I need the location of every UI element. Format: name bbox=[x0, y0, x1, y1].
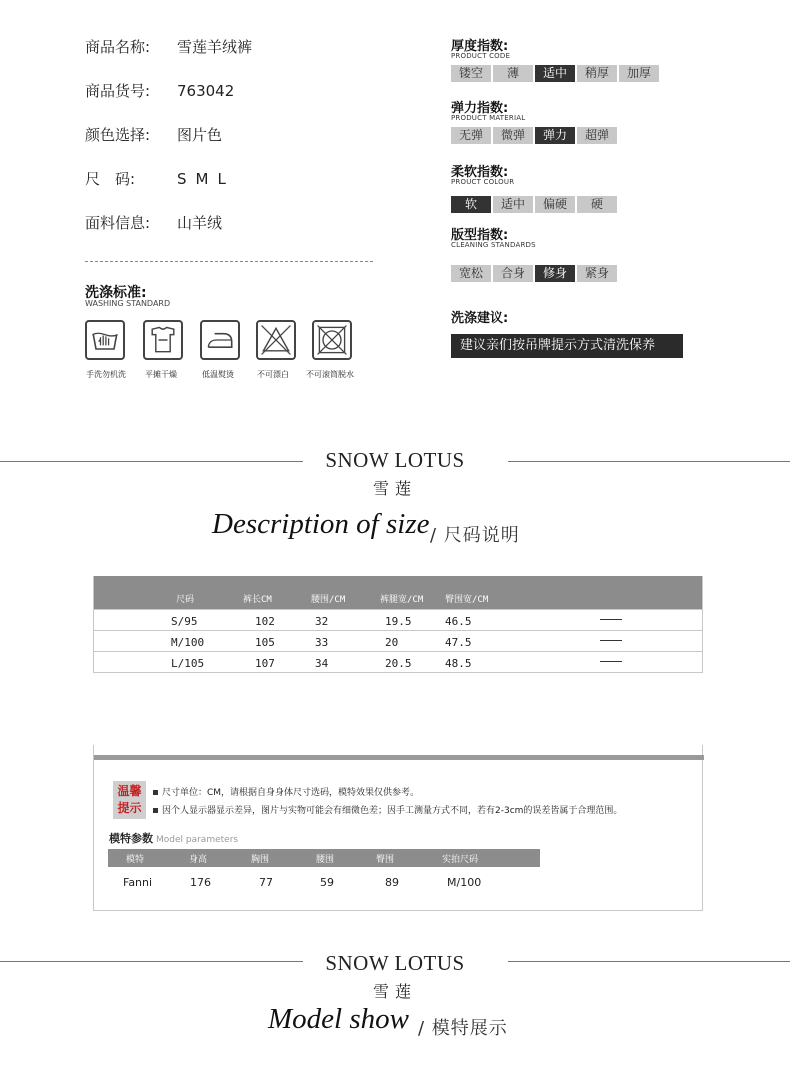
thickness-subtitle: PRODUCT CODE bbox=[451, 52, 511, 60]
tips-note-2-text: 因个人显示器显示差异，图片与实物可能会有细微色差；因手工测量方式不同，若有2-3cm的误差皆属于合理范围。 bbox=[162, 806, 623, 816]
cell-waist: 32 bbox=[315, 615, 329, 628]
thickness-option-active: 适中 bbox=[535, 65, 575, 82]
mp-waist: 59 bbox=[320, 876, 334, 889]
product-name-label: 商品名称: bbox=[85, 38, 151, 56]
cell-size: L/105 bbox=[171, 657, 205, 670]
washing-subtitle: WASHING STANDARD bbox=[85, 299, 171, 308]
brand-name-cn: 雪莲 bbox=[372, 479, 417, 498]
cell-hip: 46.5 bbox=[445, 615, 472, 628]
mp-height: 176 bbox=[190, 876, 211, 889]
info-divider bbox=[85, 261, 373, 262]
dry-flat-icon bbox=[143, 320, 183, 360]
model-params-title bbox=[109, 830, 238, 846]
softness-subtitle: PROUCT COLOUR bbox=[451, 178, 515, 186]
fit-option-active: 修身 bbox=[535, 265, 575, 282]
fit-subtitle: CLEANING STANDARDS bbox=[451, 241, 536, 249]
size-table-header bbox=[94, 576, 702, 609]
cell-size: M/100 bbox=[171, 636, 205, 649]
softness-option: 硬 bbox=[577, 196, 617, 213]
mp-header-hip: 臀围 bbox=[376, 855, 395, 865]
bullet-icon bbox=[153, 790, 158, 795]
fit-scale bbox=[451, 265, 619, 282]
cell-hip: 48.5 bbox=[445, 657, 472, 670]
cell-leg: 20 bbox=[385, 636, 399, 649]
product-color-value: 图片色 bbox=[177, 126, 223, 144]
thickness-option: 薄 bbox=[493, 65, 533, 82]
model-script-title: Model show bbox=[268, 1003, 409, 1035]
brand-name: SNOW LOTUS bbox=[325, 448, 465, 472]
product-fabric-label: 面料信息: bbox=[85, 214, 151, 232]
cell-leg: 19.5 bbox=[385, 615, 412, 628]
cell-waist: 34 bbox=[315, 657, 329, 670]
cell-waist: 33 bbox=[315, 636, 329, 649]
thickness-scale bbox=[451, 65, 661, 82]
size-table bbox=[93, 576, 703, 673]
header-waist: 腰围/CM bbox=[311, 595, 346, 605]
size-script-title: Description of size bbox=[212, 508, 430, 540]
product-size-label: 尺 码: bbox=[85, 170, 136, 188]
elasticity-option: 无弹 bbox=[451, 127, 491, 144]
model-params-row bbox=[108, 875, 540, 893]
cell-size: S/95 bbox=[171, 615, 198, 628]
table-row bbox=[94, 630, 702, 651]
header-length: 裤长CM bbox=[243, 595, 272, 605]
softness-scale bbox=[451, 196, 619, 213]
mp-header-height: 身高 bbox=[189, 855, 208, 865]
model-title-cn: / 模特展示 bbox=[418, 1018, 508, 1039]
tips-note-2 bbox=[153, 803, 622, 816]
elasticity-subtitle: PRODUCT MATERIAL bbox=[451, 114, 526, 122]
elasticity-option: 微弹 bbox=[493, 127, 533, 144]
product-name-value: 雪莲羊绒裤 bbox=[177, 38, 253, 56]
low-iron-icon bbox=[200, 320, 240, 360]
thickness-option: 加厚 bbox=[619, 65, 659, 82]
model-params-title-cn: 模特参数 bbox=[109, 832, 153, 845]
elasticity-title: 弹力指数: bbox=[451, 101, 509, 116]
product-code-value: 763042 bbox=[177, 82, 235, 100]
cell-length: 107 bbox=[255, 657, 275, 670]
fit-option: 合身 bbox=[493, 265, 533, 282]
no-tumble-dry-icon bbox=[312, 320, 352, 360]
no-bleach-icon bbox=[256, 320, 296, 360]
row-dash bbox=[600, 619, 622, 620]
product-fabric-row bbox=[85, 212, 222, 233]
hand-wash-icon bbox=[85, 320, 125, 360]
header-size: 尺码 bbox=[176, 595, 195, 605]
size-title-cn: / 尺码说明 bbox=[430, 525, 520, 546]
fit-title: 版型指数: bbox=[451, 228, 509, 243]
advice-text: 建议亲们按吊牌提示方式清洗保养 bbox=[451, 334, 683, 358]
product-color-row bbox=[85, 124, 222, 145]
tips-top-bar bbox=[94, 755, 704, 760]
tips-badge-line1: 温馨 bbox=[117, 784, 142, 798]
wash-label-tumble: 不可滚筒脱水 bbox=[306, 370, 354, 379]
thickness-option: 稍厚 bbox=[577, 65, 617, 82]
mp-hip: 89 bbox=[385, 876, 399, 889]
row-dash bbox=[600, 640, 622, 641]
product-color-label: 颜色选择: bbox=[85, 126, 151, 144]
softness-option-active: 软 bbox=[451, 196, 491, 213]
model-params-header bbox=[108, 849, 540, 867]
mp-header-bust: 胸围 bbox=[251, 855, 270, 865]
softness-option: 偏硬 bbox=[535, 196, 575, 213]
tips-edge bbox=[93, 745, 94, 755]
product-fabric-value: 山羊绒 bbox=[177, 214, 223, 232]
cell-hip: 47.5 bbox=[445, 636, 472, 649]
cell-length: 105 bbox=[255, 636, 275, 649]
product-size-value: SML bbox=[177, 170, 235, 188]
header-leg: 裤腿宽/CM bbox=[380, 595, 424, 605]
header-hip: 臀围宽/CM bbox=[445, 595, 489, 605]
model-params-title-en: Model parameters bbox=[156, 835, 239, 845]
tips-badge bbox=[113, 781, 146, 819]
wash-label-bleach: 不可漂白 bbox=[257, 370, 289, 379]
table-row bbox=[94, 651, 702, 672]
wash-label-iron: 低温熨烫 bbox=[202, 370, 234, 379]
bullet-icon bbox=[153, 808, 158, 813]
softness-title: 柔软指数: bbox=[451, 165, 509, 180]
mp-header-shoot-size: 实拍尺码 bbox=[442, 855, 479, 865]
mp-header-model: 模特 bbox=[126, 855, 145, 865]
tips-box bbox=[93, 745, 703, 911]
elasticity-scale bbox=[451, 127, 619, 144]
cell-leg: 20.5 bbox=[385, 657, 412, 670]
product-name-row bbox=[85, 36, 252, 57]
brand-name: SNOW LOTUS bbox=[325, 951, 465, 975]
thickness-option: 镂空 bbox=[451, 65, 491, 82]
fit-option: 紧身 bbox=[577, 265, 617, 282]
elasticity-option: 超弹 bbox=[577, 127, 617, 144]
product-code-label: 商品货号: bbox=[85, 82, 151, 100]
advice-title: 洗涤建议: bbox=[451, 311, 509, 326]
wash-label-flat: 平摊干燥 bbox=[145, 370, 177, 379]
tips-badge-line2: 提示 bbox=[117, 801, 142, 815]
mp-bust: 77 bbox=[259, 876, 273, 889]
cell-length: 102 bbox=[255, 615, 275, 628]
brand-name-cn: 雪莲 bbox=[372, 982, 417, 1001]
mp-header-waist: 腰围 bbox=[316, 855, 335, 865]
washing-title: 洗涤标准: bbox=[85, 285, 147, 301]
row-dash bbox=[600, 661, 622, 662]
tips-note-1 bbox=[153, 785, 419, 798]
wash-label-hand: 手洗勿机洗 bbox=[86, 370, 126, 379]
elasticity-option-active: 弹力 bbox=[535, 127, 575, 144]
product-size-row bbox=[85, 168, 235, 189]
mp-shoot-size: M/100 bbox=[447, 876, 482, 889]
softness-option: 适中 bbox=[493, 196, 533, 213]
product-code-row bbox=[85, 80, 234, 101]
table-row bbox=[94, 609, 702, 630]
thickness-title: 厚度指数: bbox=[451, 39, 509, 54]
tips-note-1-text: 尺寸单位：CM，请根据自身身体尺寸选码，模特效果仅供参考。 bbox=[162, 788, 420, 798]
fit-option: 宽松 bbox=[451, 265, 491, 282]
mp-model: Fanni bbox=[123, 876, 153, 889]
